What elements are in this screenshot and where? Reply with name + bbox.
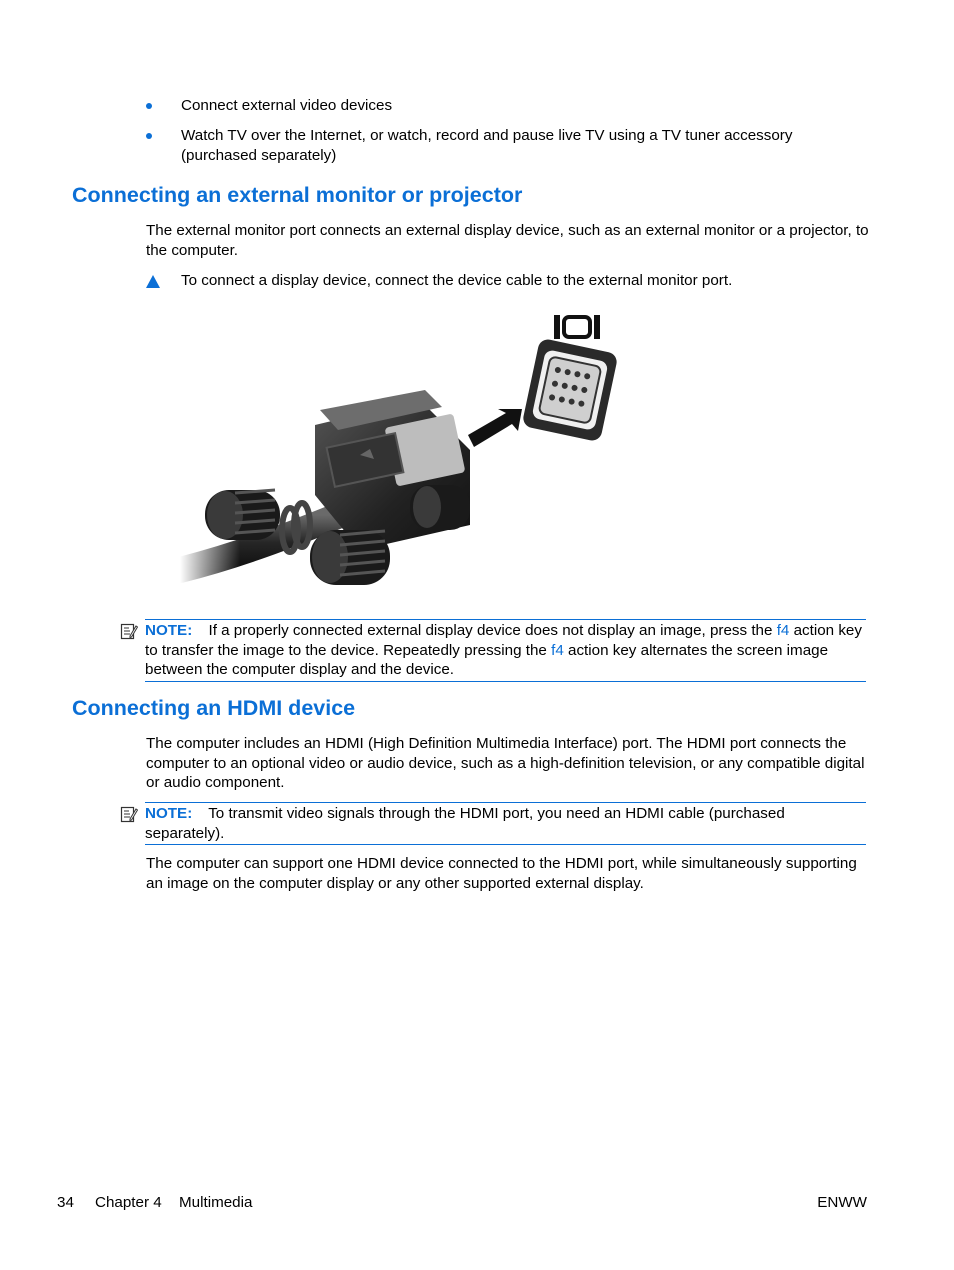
step-triangle-icon — [146, 275, 160, 288]
note-text: If a properly connected external display device does not display an image, press the — [208, 622, 773, 639]
section-heading: Connecting an HDMI device — [72, 696, 356, 720]
thumbscrew — [205, 490, 280, 540]
bullet-marker — [146, 133, 152, 139]
bullet-item: Watch TV over the Internet, or watch, record and pause live TV using a TV tuner accessory (purchased separately) — [181, 127, 793, 164]
note-text: To transmit video signals through the HDMI port, you need an HDMI cable (purchased separately). — [145, 805, 785, 842]
insert-arrow — [468, 409, 522, 447]
note-label: NOTE: — [145, 622, 193, 639]
chapter-title: Multimedia — [179, 1194, 253, 1211]
section-heading: Connecting an external monitor or projector — [72, 183, 523, 207]
thumbscrew — [310, 530, 390, 585]
f4-key-link[interactable]: f4 — [551, 641, 564, 659]
chapter-number: Chapter 4 — [95, 1194, 162, 1211]
external-monitor-port — [522, 338, 619, 443]
section-paragraph: The computer includes an HDMI (High Definition Multimedia Interface) port. The HDMI port connects the computer to an optional video or audio device, such as a high-definition television, or any compatible digital or audio component. — [146, 735, 865, 791]
page-number: 34 — [57, 1194, 74, 1211]
section-paragraph: The external monitor port connects an external display device, such as an external monitor or a projector, to the computer. — [146, 222, 869, 259]
step-text: To connect a display device, connect the device cable to the external monitor port. — [181, 272, 733, 289]
doc-code: ENWW — [817, 1194, 867, 1211]
f4-key-link[interactable]: f4 — [776, 622, 790, 639]
monitor-port-icon — [554, 315, 600, 339]
bullet-marker — [146, 103, 152, 109]
vga-connector-illustration — [180, 305, 620, 605]
note-text: action key to transfer the image to the device. Repeatedly pressing the — [145, 622, 862, 659]
note-icon — [120, 622, 138, 640]
note-box — [145, 802, 866, 845]
note-box — [145, 619, 866, 682]
thumbscrew — [410, 485, 470, 530]
bullet-item: Connect external video devices — [181, 97, 393, 114]
note-icon — [120, 805, 138, 823]
note-text: action key alternates the screen image between the computer display and the device. — [145, 641, 829, 678]
note-label: NOTE: — [145, 805, 193, 822]
section-paragraph: The computer can support one HDMI device connected to the HDMI port, while simultaneously supporting an image on the computer display or any other supported external display. — [146, 855, 857, 892]
